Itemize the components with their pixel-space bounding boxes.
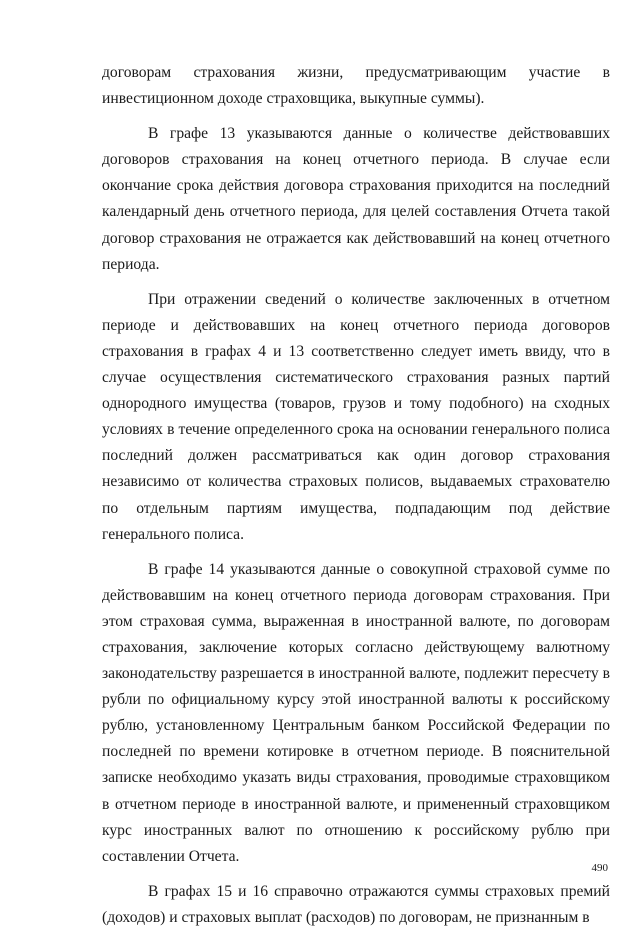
paragraph-general-policy: При отражении сведений о количестве заключенных в отчетном периоде и действовавших на конец отчетного периода договоров страхования в графах 4 и 13 соответственно следует иметь ввиду, что в случае осуществления систематического страхования разных партий однородного имущества (товаров, грузов и тому подобного) на сходных условиях в течение определенного срока на основании генерального полиса последний должен рассматриваться как один договор страхования независимо от количества страховых полисов, выдаваемых страхователю по отдельным партиям имущества, подпадающим под действие генерального полиса. — [102, 290, 610, 543]
document-page — [102, 60, 610, 940]
paragraph-column-14: В графе 14 указываются данные о совокупной страховой сумме по действовавшим на конец отчетного периода договорам страхования. При этом страховая сумма, выраженная в иностранной валюте, по договорам страхования, заключение которых согласно действующему валютному законодательству разрешается в иностранной валюте, подлежит пересчету в рубли по официальному курсу этой иностранной валюты к российскому рублю, установленному Центральным банком Российской Федерации по последней по времени котировке в отчетном периоде. В пояснительной записке необходимо указать виды страхования, проводимые страховщиком в отчетном периоде в иностранной валюте, и примененный страховщиком курс иностранных валют по отношению к российскому рублю при составлении Отчета. — [102, 560, 610, 865]
page-number: 490 — [591, 862, 608, 874]
paragraph-continuation: договорам страхования жизни, предусматривающим участие в инвестиционном доходе страховщика, выкупные суммы). — [102, 64, 610, 108]
paragraph-columns-15-16: В графах 15 и 16 справочно отражаются суммы страховых премий (доходов) и страховых выплат (расходов) по договорам, не признанным в — [102, 882, 610, 926]
paragraph-column-13: В графе 13 указываются данные о количестве действовавших договоров страхования на конец отчетного периода. В случае если окончание срока действия договора страхования приходится на последний календарный день отчетного периода, для целей составления Отчета такой договор страхования не отражается как действовавший на конец отчетного периода. — [102, 125, 610, 273]
